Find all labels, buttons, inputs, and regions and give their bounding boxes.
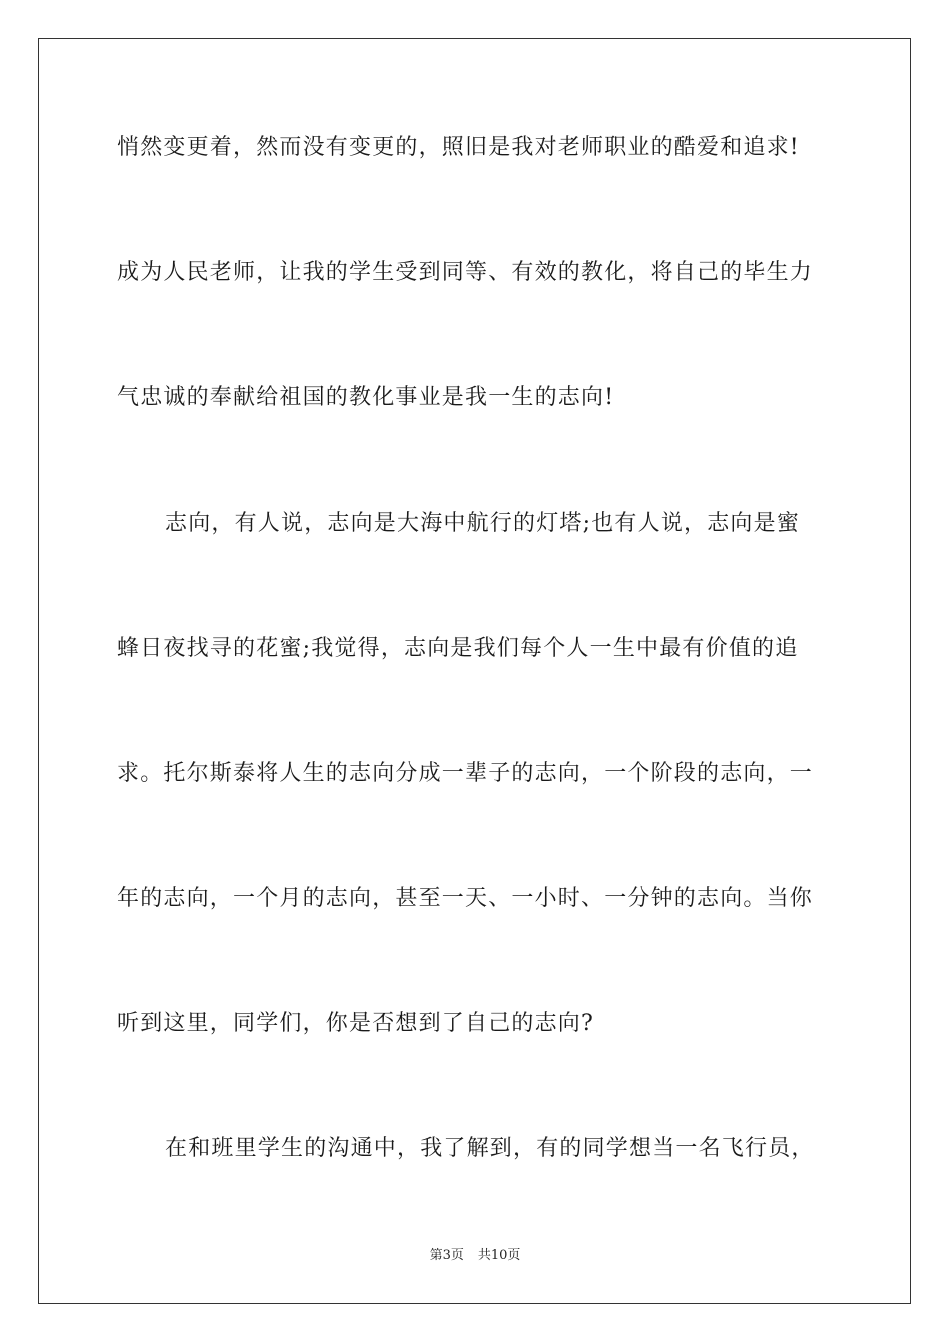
page-border (38, 38, 911, 1304)
text-line-2: 成为人民老师，让我的学生受到同等、有效的教化，将自己的毕生力 (117, 260, 814, 285)
text-line-8: 听到这里，同学们，你是否想到了自己的志向? (117, 1011, 594, 1036)
text-line-3: 气忠诚的奉献给祖国的教化事业是我一生的志向! (117, 385, 615, 410)
text-line-1: 悄然变更着，然而没有变更的，照旧是我对老师职业的酷爱和追求! (117, 135, 800, 160)
text-line-4: 志向，有人说，志向是大海中航行的灯塔;也有人说，志向是蜜 (165, 511, 801, 536)
text-line-7: 年的志向，一个月的志向，甚至一天、一小时、一分钟的志向。当你 (117, 886, 814, 911)
text-line-5: 蜂日夜找寻的花蜜;我觉得，志向是我们每个人一生中最有价值的追 (117, 636, 799, 661)
text-line-9: 在和班里学生的沟通中，我了解到，有的同学想当一名飞行员， (165, 1136, 815, 1161)
text-line-6: 求。托尔斯泰将人生的志向分成一辈子的志向，一个阶段的志向，一 (117, 761, 814, 786)
page-total: 共10页 (477, 1248, 521, 1263)
page-footer (0, 1248, 950, 1264)
page-number: 第3页 (429, 1248, 464, 1263)
